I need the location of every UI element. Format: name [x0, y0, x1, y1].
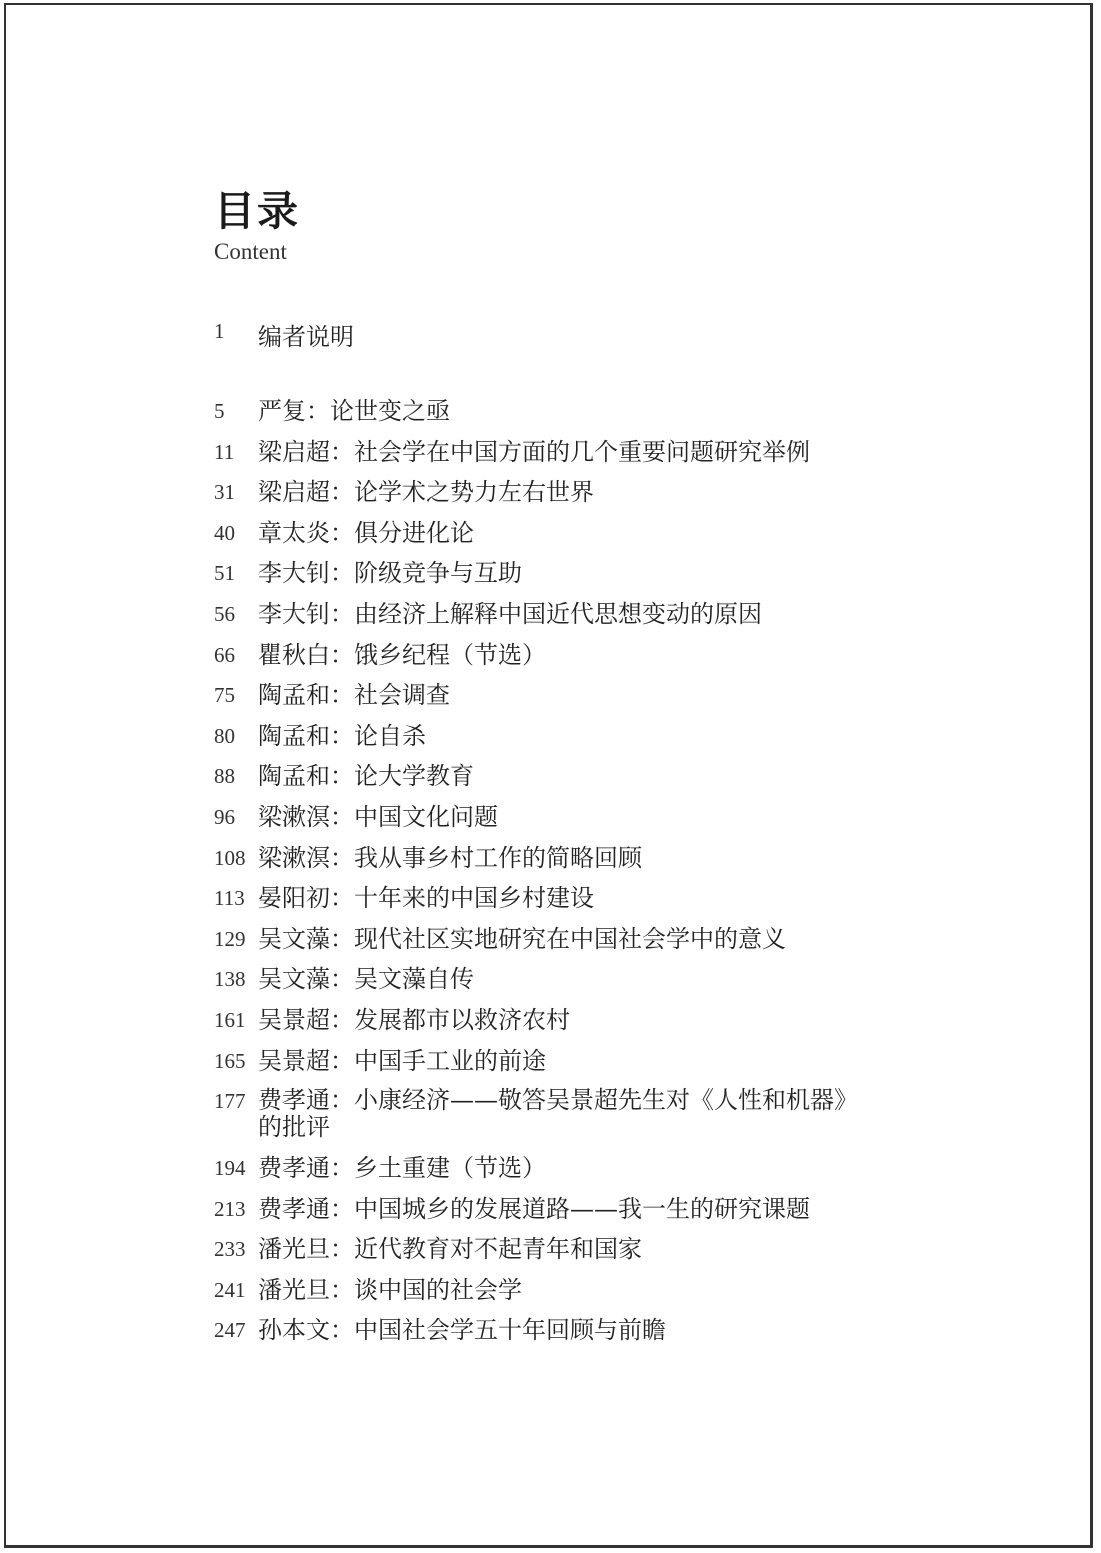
toc-entry-title: 费孝通：乡土重建（节选）	[258, 1154, 546, 1183]
toc-entry[interactable]	[214, 1043, 874, 1084]
toc-entry-preface[interactable]	[214, 318, 354, 354]
toc-entry-title: 吴景超：中国手工业的前途	[258, 1046, 546, 1075]
toc-entry-title: 梁启超：论学术之势力左右世界	[258, 478, 594, 507]
toc-page-number: 241	[214, 1277, 246, 1302]
toc-entry[interactable]	[214, 1231, 874, 1272]
toc-entry-title: 瞿秋白：饿乡纪程（节选）	[258, 640, 546, 669]
toc-entry[interactable]	[214, 1150, 874, 1191]
document-page	[4, 3, 1093, 1548]
toc-entry-title: 梁漱溟：我从事乡村工作的简略回顾	[258, 843, 642, 872]
toc-entry-title: 潘光旦：谈中国的社会学	[258, 1275, 522, 1304]
toc-entry[interactable]	[214, 718, 874, 759]
toc-page-number: 165	[214, 1048, 246, 1073]
toc-entry[interactable]	[214, 799, 874, 840]
toc-page-number: 51	[214, 561, 235, 586]
toc-page-number: 161	[214, 1007, 246, 1032]
toc-entry-title: 章太炎：俱分进化论	[258, 518, 474, 547]
toc-entry-title: 梁启超：社会学在中国方面的几个重要问题研究举例	[258, 437, 810, 466]
toc-entry[interactable]	[214, 840, 874, 881]
toc-entry-title: 编者说明	[258, 323, 354, 351]
toc-entry-title: 李大钊：阶级竞争与互助	[258, 559, 522, 588]
toc-entry[interactable]	[214, 880, 874, 921]
toc-entry-title: 孙本文：中国社会学五十年回顾与前瞻	[258, 1316, 666, 1345]
toc-page-number: 96	[214, 804, 235, 829]
toc-page-number: 129	[214, 926, 246, 951]
toc-page-number: 247	[214, 1318, 246, 1343]
toc-page-number: 40	[214, 520, 235, 545]
toc-entry[interactable]	[214, 1272, 874, 1313]
toc-entry-title: 陶孟和：社会调查	[258, 681, 450, 710]
toc-entry[interactable]	[214, 596, 874, 637]
toc-page-number: 233	[214, 1237, 246, 1262]
toc-list	[214, 393, 874, 1353]
toc-entry-title: 吴景超：发展都市以救济农村	[258, 1005, 570, 1034]
toc-page-number: 80	[214, 723, 235, 748]
toc-entry-title: 费孝通：小康经济——敬答吴景超先生对《人性和机器》的批评	[258, 1086, 858, 1142]
toc-entry[interactable]	[214, 474, 874, 515]
toc-entry-title: 吴文藻：吴文藻自传	[258, 965, 474, 994]
toc-entry[interactable]	[214, 961, 874, 1002]
page-title: 目录	[214, 187, 300, 235]
toc-entry-title: 梁漱溟：中国文化问题	[258, 802, 498, 831]
toc-page-number: 75	[214, 683, 235, 708]
toc-entry-title: 陶孟和：论大学教育	[258, 762, 474, 791]
toc-entry-title: 吴文藻：现代社区实地研究在中国社会学中的意义	[258, 924, 786, 953]
toc-page-number: 1	[214, 319, 225, 343]
toc-heading	[214, 183, 300, 265]
toc-page-number: 5	[214, 399, 225, 423]
toc-page-number: 213	[214, 1196, 246, 1221]
toc-entry[interactable]	[214, 1083, 874, 1150]
toc-entry-title: 陶孟和：论自杀	[258, 721, 426, 750]
toc-entry[interactable]	[214, 434, 874, 475]
toc-entry-title: 严复：论世变之亟	[258, 397, 450, 425]
toc-entry[interactable]	[214, 1312, 874, 1353]
toc-page-number: 138	[214, 967, 246, 992]
toc-page-number: 31	[214, 480, 235, 505]
toc-entry[interactable]	[214, 1002, 874, 1043]
toc-entry[interactable]	[214, 758, 874, 799]
toc-page-number: 56	[214, 601, 235, 626]
toc-entry[interactable]	[214, 555, 874, 596]
toc-entry-title: 潘光旦：近代教育对不起青年和国家	[258, 1235, 642, 1264]
toc-page-number: 194	[214, 1156, 246, 1181]
toc-entry-title: 费孝通：中国城乡的发展道路——我一生的研究课题	[258, 1194, 810, 1223]
toc-page-number: 108	[214, 845, 246, 870]
toc-entry[interactable]	[214, 677, 874, 718]
toc-entry-title: 晏阳初：十年来的中国乡村建设	[258, 884, 594, 913]
toc-entry[interactable]	[214, 637, 874, 678]
toc-entry[interactable]	[214, 1191, 874, 1232]
toc-page-number: 88	[214, 764, 235, 789]
toc-page-number: 11	[214, 439, 235, 464]
page-subtitle: Content	[214, 239, 287, 264]
toc-page-number: 66	[214, 642, 235, 667]
toc-entry[interactable]	[214, 393, 874, 434]
toc-entry-title: 李大钊：由经济上解释中国近代思想变动的原因	[258, 599, 762, 628]
toc-page-number: 113	[214, 886, 245, 911]
toc-entry[interactable]	[214, 515, 874, 556]
toc-entry[interactable]	[214, 921, 874, 962]
toc-page-number: 177	[214, 1089, 246, 1114]
